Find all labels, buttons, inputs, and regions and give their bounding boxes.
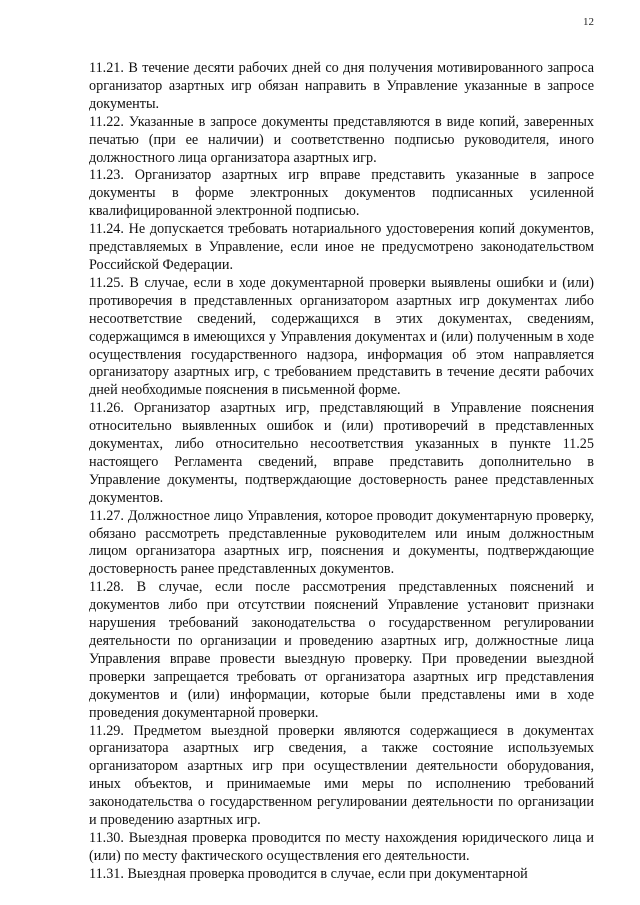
page-number: 12 <box>583 16 594 28</box>
paragraph-11-25: 11.25. В случае, если в ходе документарной проверки выявлены ошибки и (или) противоречия в представленных организатором азартных игр документах либо несоответствие сведений, содержащихся в этих документах, сведениям, содержащимся в имеющихся у Управления документах и (или) полученным в ходе осуществления государственного надзора, информация об этом направляется организатору азартных игр, с требованием представить в течение десяти рабочих дней необходимые пояснения в письменной форме. <box>89 274 594 399</box>
paragraph-11-26: 11.26. Организатор азартных игр, представляющий в Управление пояснения относительно выявленных ошибок и (или) противоречий в представленных документах, либо относительно несоответствия указанных в пункте 11.25 настоящего Регламента сведений, вправе представить дополнительно в Управление документы, подтверждающие достоверность ранее представленных документов. <box>89 400 594 506</box>
document-body <box>89 60 594 884</box>
paragraph-11-21: 11.21. В течение десяти рабочих дней со дня получения мотивированного запроса организатор азартных игр обязан направить в Управление указанные в запросе документы. <box>89 60 594 112</box>
paragraph-11-29: 11.29. Предметом выездной проверки являются содержащиеся в документах организатора азартных игр сведения, а также состояние используемых организатором азартных игр при осуществлении деятельности оборудования, иных объектов, и принимаемые ими меры по исполнению требований законодательства о государственном регулировании деятельности по организации и проведению азартных игр. <box>89 722 594 829</box>
paragraph-11-30: 11.30. Выездная проверка проводится по месту нахождения юридического лица и (или) по месту фактического осуществления его деятельности. <box>89 829 594 864</box>
paragraph-11-24: 11.24. Не допускается требовать нотариального удостоверения копий документов, представляемых в Управление, если иное не предусмотрено законодательством Российской Федерации. <box>89 221 594 273</box>
paragraph-11-31: 11.31. Выездная проверка проводится в случае, если при документарной <box>89 865 528 882</box>
paragraph-11-22: 11.22. Указанные в запросе документы представляются в виде копий, заверенных печатью (при ее наличии) и соответственно подписью руководителя, иного должностного лица организатора азартных игр. <box>89 113 594 166</box>
paragraph-11-27: 11.27. Должностное лицо Управления, которое проводит документарную проверку, обязано рассмотреть представленные руководителем или иным должностным лицом организатора азартных игр, пояснения и документы, подтверждающие достоверность ранее представленных документов. <box>89 507 594 578</box>
paragraph-11-28: 11.28. В случае, если после рассмотрения представленных пояснений и документов либо при отсутствии пояснений Управление установит признаки нарушения требований законодательства о государственном регулировании деятельности по организации и проведению азартных игр, должностные лица Управления вправе провести выездную проверку. При проведении выездной проверки запрещается требовать от организатора азартных игр представления документов и (или) информации, которые были представлены ими в ходе проведения документарной проверки. <box>89 579 594 721</box>
paragraph-11-23: 11.23. Организатор азартных игр вправе представить указанные в запросе документы в форме электронных документов подписанных усиленной квалифицированной электронной подписью. <box>89 167 594 220</box>
